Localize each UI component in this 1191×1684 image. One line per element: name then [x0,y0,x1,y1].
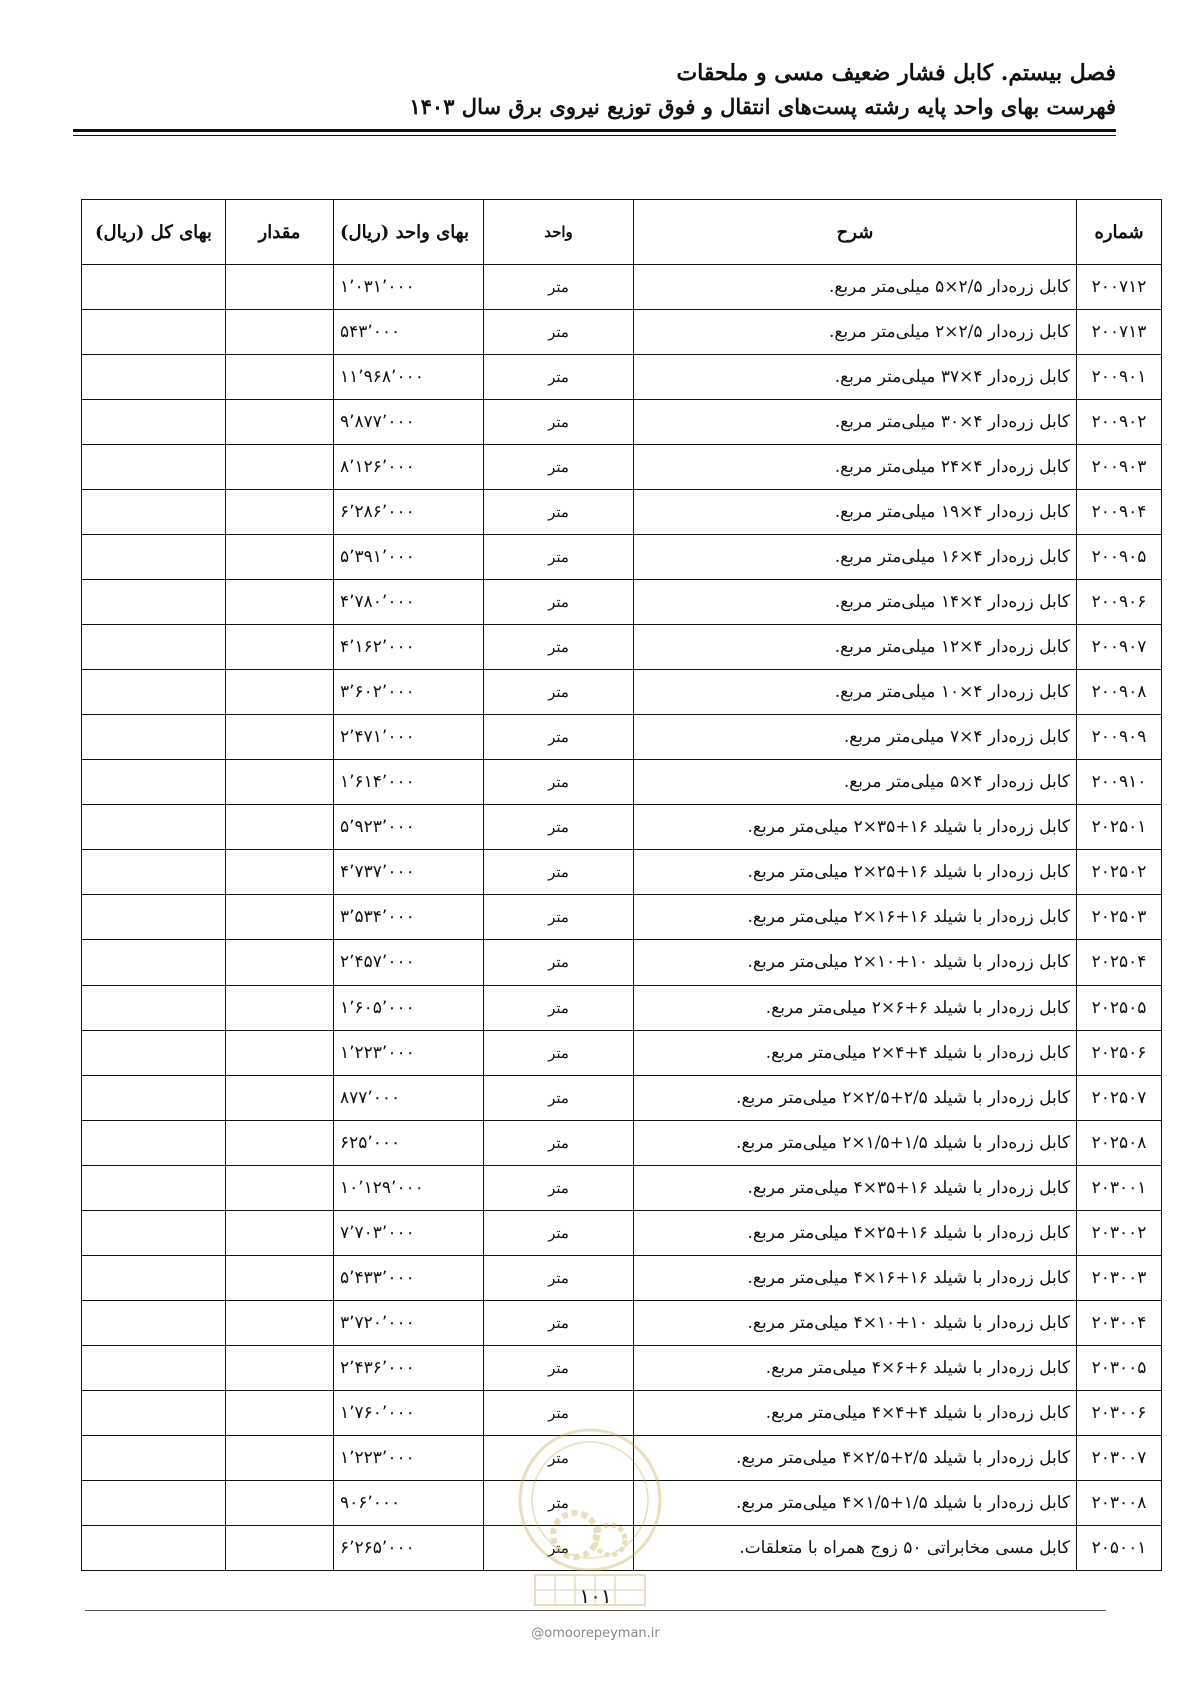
row-total-price [82,1390,226,1435]
footer-rule [85,1610,1106,1611]
row-unit-price: ۲٬۴۳۶٬۰۰۰ [334,1345,484,1390]
row-quantity [226,625,334,670]
row-unit-price: ۱۱٬۹۶۸٬۰۰۰ [334,355,484,400]
row-total-price [82,265,226,310]
row-unit-price: ۶٬۲۸۶٬۰۰۰ [334,490,484,535]
row-description: کابل زره‌دار با شیلد ۲/۵+۲/۵×۲ میلی‌متر مربع. [634,1075,1077,1120]
header-quantity: مقدار [226,200,334,265]
table-row [82,355,1162,400]
row-quantity [226,1120,334,1165]
row-unit: متر [484,985,634,1030]
row-total-price [82,985,226,1030]
row-quantity [226,670,334,715]
row-total-price [82,1120,226,1165]
row-unit: متر [484,670,634,715]
row-unit: متر [484,400,634,445]
row-description: کابل زره‌دار با شیلد ۱۶+۲۵×۲ میلی‌متر مربع. [634,850,1077,895]
row-total-price [82,715,226,760]
table-row [82,1120,1162,1165]
row-code: ۲۰۳۰۰۶ [1077,1390,1162,1435]
row-code: ۲۰۳۰۰۳ [1077,1255,1162,1300]
row-unit: متر [484,1030,634,1075]
row-description: کابل زره‌دار با شیلد ۶+۶×۲ میلی‌متر مربع. [634,985,1077,1030]
row-code: ۲۰۰۷۱۳ [1077,310,1162,355]
price-table [81,199,1162,1571]
row-code: ۲۰۰۹۰۹ [1077,715,1162,760]
row-total-price [82,580,226,625]
row-description: کابل زره‌دار ۴×۳۷ میلی‌متر مربع. [634,355,1077,400]
table-row [82,940,1162,985]
row-total-price [82,1030,226,1075]
row-quantity [226,940,334,985]
row-total-price [82,445,226,490]
table-row [82,1300,1162,1345]
row-description: کابل زره‌دار با شیلد ۴+۴×۴ میلی‌متر مربع. [634,1390,1077,1435]
row-quantity [226,850,334,895]
row-description: کابل زره‌دار با شیلد ۶+۶×۴ میلی‌متر مربع. [634,1345,1077,1390]
row-quantity [226,355,334,400]
row-unit: متر [484,355,634,400]
row-unit-price: ۷٬۷۰۳٬۰۰۰ [334,1210,484,1255]
row-description: کابل زره‌دار ۴×۱۰ میلی‌متر مربع. [634,670,1077,715]
table-row [82,1255,1162,1300]
row-code: ۲۰۲۵۰۲ [1077,850,1162,895]
row-unit-price: ۵٬۹۲۳٬۰۰۰ [334,805,484,850]
table-header-row [82,200,1162,265]
table-row [82,1075,1162,1120]
row-code: ۲۰۳۰۰۵ [1077,1345,1162,1390]
row-total-price [82,760,226,805]
header-rule-thin [73,135,1116,136]
row-unit: متر [484,445,634,490]
row-total-price [82,1525,226,1570]
row-code: ۲۰۵۰۰۱ [1077,1525,1162,1570]
row-code: ۲۰۰۹۱۰ [1077,760,1162,805]
row-unit: متر [484,1345,634,1390]
row-description: کابل زره‌دار ۴×۵ میلی‌متر مربع. [634,760,1077,805]
row-total-price [82,1435,226,1480]
row-unit: متر [484,490,634,535]
row-unit: متر [484,1255,634,1300]
table-row [82,850,1162,895]
row-code: ۲۰۳۰۰۲ [1077,1210,1162,1255]
row-quantity [226,1480,334,1525]
row-total-price [82,625,226,670]
row-description: کابل زره‌دار با شیلد ۱/۵+۱/۵×۲ میلی‌متر مربع. [634,1120,1077,1165]
table-row [82,715,1162,760]
row-unit-price: ۳٬۶۰۲٬۰۰۰ [334,670,484,715]
row-description: کابل زره‌دار ۲/۵×۲ میلی‌متر مربع. [634,310,1077,355]
row-code: ۲۰۳۰۰۷ [1077,1435,1162,1480]
header-total-price: بهای کل (ریال) [82,200,226,265]
row-quantity [226,400,334,445]
row-total-price [82,1075,226,1120]
table-row [82,310,1162,355]
row-unit-price: ۶٬۲۶۵٬۰۰۰ [334,1525,484,1570]
row-description: کابل زره‌دار با شیلد ۱۰+۱۰×۲ میلی‌متر مربع. [634,940,1077,985]
row-quantity [226,1075,334,1120]
table-row [82,1345,1162,1390]
row-total-price [82,1165,226,1210]
row-total-price [82,1480,226,1525]
row-code: ۲۰۰۹۰۷ [1077,625,1162,670]
row-quantity [226,1030,334,1075]
row-quantity [226,490,334,535]
row-quantity [226,265,334,310]
row-unit: متر [484,1300,634,1345]
row-code: ۲۰۲۵۰۴ [1077,940,1162,985]
table-row [82,625,1162,670]
row-total-price [82,355,226,400]
row-total-price [82,670,226,715]
row-code: ۲۰۲۵۰۶ [1077,1030,1162,1075]
row-total-price [82,310,226,355]
row-unit-price: ۶۲۵٬۰۰۰ [334,1120,484,1165]
row-description: کابل زره‌دار با شیلد ۱۶+۱۶×۴ میلی‌متر مربع. [634,1255,1077,1300]
row-quantity [226,1390,334,1435]
table-row [82,1435,1162,1480]
row-total-price [82,940,226,985]
row-unit-price: ۴٬۷۳۷٬۰۰۰ [334,850,484,895]
row-description: کابل زره‌دار ۲/۵×۵ میلی‌متر مربع. [634,265,1077,310]
table-row [82,1525,1162,1570]
row-code: ۲۰۰۹۰۲ [1077,400,1162,445]
row-unit-price: ۳٬۵۳۴٬۰۰۰ [334,895,484,940]
watermark-text: @omoorepeyman.ir [531,1626,660,1641]
row-quantity [226,1525,334,1570]
row-unit-price: ۱٬۶۱۴٬۰۰۰ [334,760,484,805]
row-description: کابل زره‌دار با شیلد ۱۶+۳۵×۲ میلی‌متر مربع. [634,805,1077,850]
row-unit: متر [484,1480,634,1525]
row-quantity [226,895,334,940]
row-quantity [226,1435,334,1480]
row-quantity [226,310,334,355]
table-row [82,805,1162,850]
row-unit-price: ۹٬۸۷۷٬۰۰۰ [334,400,484,445]
row-code: ۲۰۰۹۰۴ [1077,490,1162,535]
row-unit-price: ۴٬۱۶۲٬۰۰۰ [334,625,484,670]
row-total-price [82,1300,226,1345]
page-header [75,58,1116,122]
table-row [82,1030,1162,1075]
row-unit: متر [484,625,634,670]
row-unit: متر [484,1165,634,1210]
row-quantity [226,1165,334,1210]
row-unit: متر [484,1120,634,1165]
row-unit-price: ۱۰٬۱۲۹٬۰۰۰ [334,1165,484,1210]
row-unit: متر [484,760,634,805]
row-description: کابل زره‌دار با شیلد ۴+۴×۲ میلی‌متر مربع. [634,1030,1077,1075]
row-code: ۲۰۰۷۱۲ [1077,265,1162,310]
row-quantity [226,760,334,805]
row-code: ۲۰۳۰۰۱ [1077,1165,1162,1210]
row-code: ۲۰۳۰۰۸ [1077,1480,1162,1525]
row-unit-price: ۵٬۴۳۳٬۰۰۰ [334,1255,484,1300]
table-row [82,490,1162,535]
row-quantity [226,580,334,625]
row-description: کابل زره‌دار ۴×۲۴ میلی‌متر مربع. [634,445,1077,490]
row-description: کابل زره‌دار با شیلد ۲/۵+۲/۵×۴ میلی‌متر مربع. [634,1435,1077,1480]
table-row [82,760,1162,805]
row-description: کابل زره‌دار ۴×۷ میلی‌متر مربع. [634,715,1077,760]
row-unit: متر [484,1210,634,1255]
table-row [82,580,1162,625]
row-description: کابل زره‌دار با شیلد ۱۰+۱۰×۴ میلی‌متر مربع. [634,1300,1077,1345]
document-subtitle: فهرست بهای واحد پایه رشته پست‌های انتقال و فوق توزیع نیروی برق سال ۱۴۰۳ [409,94,1116,119]
header-rule-thick [73,129,1116,132]
row-total-price [82,535,226,580]
table-row [82,1210,1162,1255]
row-description: کابل زره‌دار با شیلد ۱۶+۲۵×۴ میلی‌متر مربع. [634,1210,1077,1255]
row-description: کابل زره‌دار ۴×۱۴ میلی‌متر مربع. [634,580,1077,625]
row-total-price [82,895,226,940]
row-total-price [82,805,226,850]
row-unit-price: ۹۰۶٬۰۰۰ [334,1480,484,1525]
row-code: ۲۰۲۵۰۳ [1077,895,1162,940]
row-description: کابل زره‌دار ۴×۳۰ میلی‌متر مربع. [634,400,1077,445]
row-unit-price: ۲٬۴۵۷٬۰۰۰ [334,940,484,985]
row-quantity [226,1345,334,1390]
row-unit: متر [484,535,634,580]
row-description: کابل زره‌دار با شیلد ۱/۵+۱/۵×۴ میلی‌متر مربع. [634,1480,1077,1525]
table-row [82,400,1162,445]
row-unit: متر [484,1075,634,1120]
header-unit-price: بهای واحد (ریال) [334,200,484,265]
row-unit: متر [484,580,634,625]
row-unit-price: ۵٬۳۹۱٬۰۰۰ [334,535,484,580]
row-total-price [82,1210,226,1255]
row-total-price [82,1255,226,1300]
row-unit-price: ۱٬۶۰۵٬۰۰۰ [334,985,484,1030]
row-unit-price: ۱٬۲۲۳٬۰۰۰ [334,1435,484,1480]
chapter-title: فصل بیستم. کابل فشار ضعیف مسی و ملحقات [676,60,1116,86]
row-quantity [226,985,334,1030]
row-unit: متر [484,940,634,985]
row-description: کابل زره‌دار با شیلد ۱۶+۳۵×۴ میلی‌متر مربع. [634,1165,1077,1210]
row-total-price [82,1345,226,1390]
table-row [82,1165,1162,1210]
row-description: کابل زره‌دار ۴×۱۹ میلی‌متر مربع. [634,490,1077,535]
row-code: ۲۰۰۹۰۵ [1077,535,1162,580]
row-code: ۲۰۲۵۰۷ [1077,1075,1162,1120]
row-unit: متر [484,715,634,760]
row-description: کابل زره‌دار با شیلد ۱۶+۱۶×۲ میلی‌متر مربع. [634,895,1077,940]
row-code: ۲۰۲۵۰۵ [1077,985,1162,1030]
row-unit-price: ۵۴۳٬۰۰۰ [334,310,484,355]
header-code: شماره [1077,200,1162,265]
row-quantity [226,805,334,850]
header-unit: واحد [484,200,634,265]
row-quantity [226,1300,334,1345]
row-quantity [226,1255,334,1300]
row-unit-price: ۴٬۷۸۰٬۰۰۰ [334,580,484,625]
table-row [82,445,1162,490]
row-description: کابل زره‌دار ۴×۱۶ میلی‌متر مربع. [634,535,1077,580]
table-row [82,1390,1162,1435]
row-code: ۲۰۰۹۰۳ [1077,445,1162,490]
row-code: ۲۰۰۹۰۱ [1077,355,1162,400]
row-code: ۲۰۰۹۰۶ [1077,580,1162,625]
row-code: ۲۰۲۵۰۸ [1077,1120,1162,1165]
row-unit-price: ۸۷۷٬۰۰۰ [334,1075,484,1120]
row-quantity [226,1210,334,1255]
row-unit: متر [484,310,634,355]
row-unit: متر [484,1390,634,1435]
table-row [82,1480,1162,1525]
row-unit: متر [484,805,634,850]
row-unit: متر [484,850,634,895]
row-code: ۲۰۰۹۰۸ [1077,670,1162,715]
row-unit: متر [484,1435,634,1480]
row-unit: متر [484,265,634,310]
row-unit-price: ۱٬۰۳۱٬۰۰۰ [334,265,484,310]
row-unit-price: ۱٬۲۲۳٬۰۰۰ [334,1030,484,1075]
row-total-price [82,490,226,535]
row-quantity [226,535,334,580]
row-quantity [226,445,334,490]
table-row [82,535,1162,580]
table-row [82,670,1162,715]
row-unit-price: ۱٬۷۶۰٬۰۰۰ [334,1390,484,1435]
row-unit: متر [484,1525,634,1570]
row-description: کابل مسی مخابراتی ۵۰ زوج همراه با متعلقات. [634,1525,1077,1570]
row-total-price [82,400,226,445]
row-unit-price: ۳٬۷۲۰٬۰۰۰ [334,1300,484,1345]
row-description: کابل زره‌دار ۴×۱۲ میلی‌متر مربع. [634,625,1077,670]
row-code: ۲۰۲۵۰۱ [1077,805,1162,850]
header-description: شرح [634,200,1077,265]
table-row [82,265,1162,310]
table-row [82,985,1162,1030]
table-row [82,895,1162,940]
row-unit: متر [484,895,634,940]
row-unit-price: ۸٬۱۲۶٬۰۰۰ [334,445,484,490]
row-unit-price: ۲٬۴۷۱٬۰۰۰ [334,715,484,760]
row-quantity [226,715,334,760]
row-total-price [82,850,226,895]
row-code: ۲۰۳۰۰۴ [1077,1300,1162,1345]
page-number: ۱۰۱ [579,1584,612,1608]
